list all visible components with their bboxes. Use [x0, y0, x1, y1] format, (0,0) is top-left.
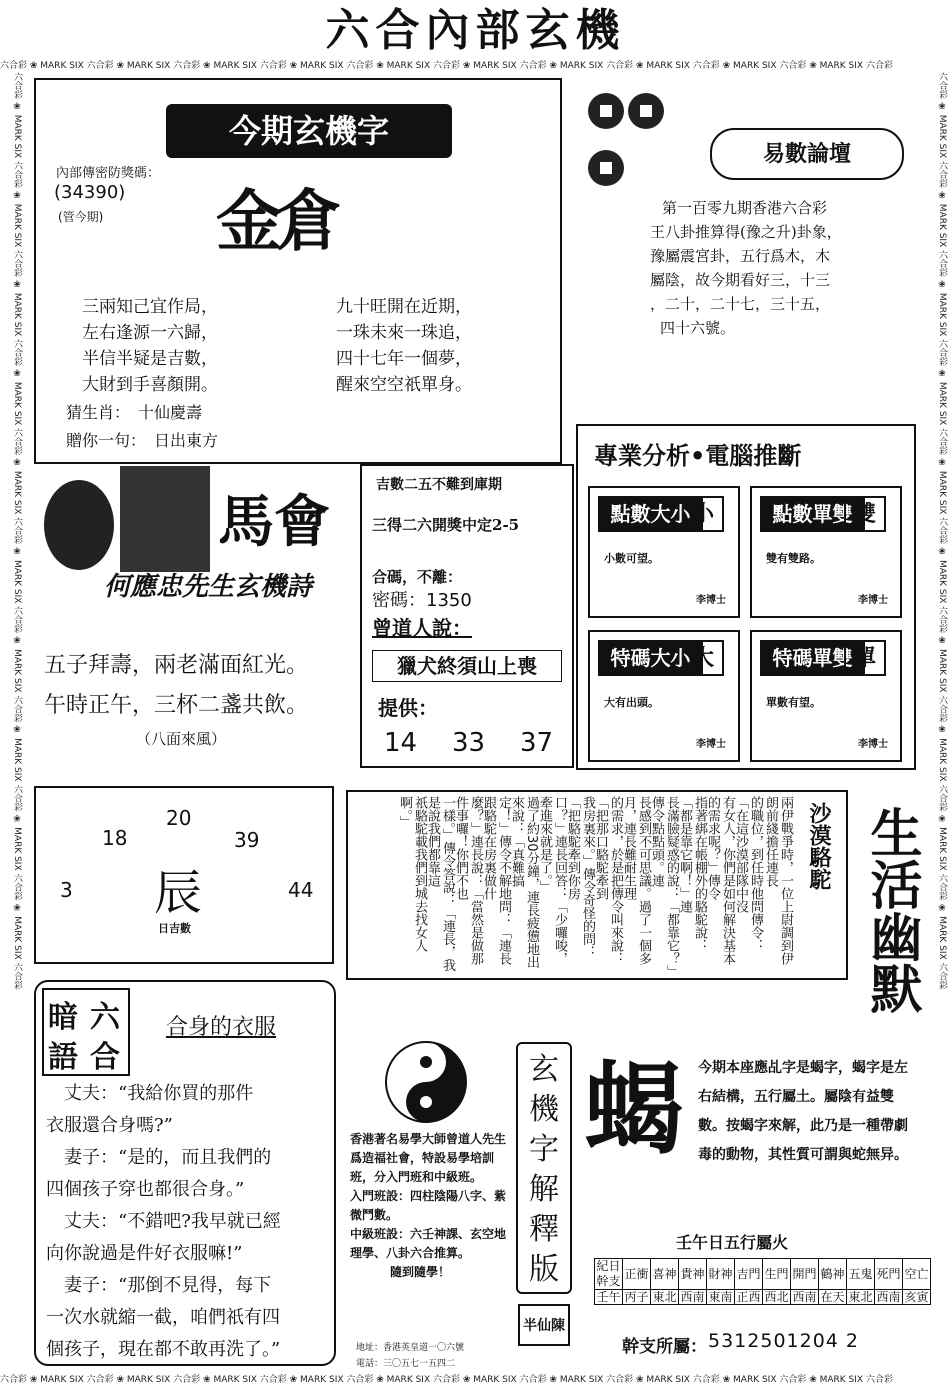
table-cell: 亥寅 — [904, 1290, 929, 1304]
middle-line1: 吉數二五不難到庫期 — [376, 477, 502, 493]
xuanji-code-value: (34390) — [54, 182, 126, 203]
vtitle-char: 版 — [529, 1252, 559, 1287]
dark-line: 衣服還合身嗎?” — [46, 1115, 173, 1136]
lucky-number: 39 — [234, 828, 260, 852]
gift-phrase: 贈你一句： 日出東方 — [66, 431, 219, 450]
poem-left-4: 大財到手喜顏開。 — [82, 375, 218, 395]
badge-char: 六 — [90, 1000, 120, 1035]
vtitle-char: 解 — [529, 1172, 559, 1207]
story-column: 的需求，於是把傳令叫來說：「把那口駱駝牽到 — [593, 796, 623, 965]
poem-left-3: 半信半疑是吉數， — [82, 349, 218, 369]
analysis-box — [576, 424, 916, 770]
dark-line: 一次水就縮一截，咱們祇有四 — [46, 1307, 280, 1328]
yishu-line: 豫屬震宮卦，五行爲木，木 — [650, 247, 831, 265]
table-cell: 西南 — [792, 1290, 817, 1304]
card-label: 特碼大小 — [598, 640, 703, 676]
table-cell: 正西 — [736, 1290, 761, 1304]
vtitle-char: 釋 — [529, 1212, 559, 1247]
lucky-number: 18 — [102, 826, 128, 850]
poem-right-1: 九十旺開在近期， — [336, 297, 472, 317]
poem-left-1: 三兩知己宜作局， — [82, 297, 218, 317]
explain-text: 今期本座應乩字是蝎字，蝎字是左右結構，五行屬土。屬陰有益雙數。按蝎字來解，此乃是一種帶劇毒的動物，其性質可謂與蛇無异。 — [698, 1060, 908, 1163]
story-column: 定！」傳令不解地問：「連長跟駱駝在房裏做什 — [481, 796, 511, 965]
horse-emblem — [44, 480, 114, 570]
vtitle-char: 機 — [529, 1092, 559, 1127]
middle-number: 37 — [520, 728, 554, 758]
lucky-box — [34, 786, 334, 964]
table-cell: 丙子 — [624, 1290, 649, 1304]
dark-line: 向你說過是件好衣服嘛!” — [46, 1243, 243, 1264]
card-note: 單數有望。 — [766, 696, 821, 709]
explain-vertical-box — [516, 1042, 572, 1294]
dark-dialogue — [46, 1078, 332, 1366]
yishu-line: 王八卦推算得(豫之升)卦象， — [650, 223, 842, 241]
middle-provide-label: 提供： — [378, 696, 438, 720]
horse-title: 馬會 — [218, 489, 330, 555]
master-entry: 入門班設：四柱陰陽八字、紫微鬥數。 — [350, 1189, 507, 1222]
master-mid: 中級班設：六壬神課、玄空地理學、八卦六合推算。 — [350, 1227, 507, 1260]
table-cell: 壬午 — [596, 1290, 621, 1304]
story-column: 有女人，你們是如何解決基本的需求呢？」傳令 — [705, 796, 735, 965]
card-signature: 李博士 — [858, 739, 888, 750]
explain-vertical-title — [518, 1044, 570, 1290]
table-cell: 西北 — [764, 1290, 789, 1304]
master-text — [350, 1130, 510, 1282]
story-column: 麼？」連長說：「當然是做那件事囉！你們不也 — [453, 796, 483, 965]
story-column: 口？」連長回答：「少囉唆，牽進來就是了。」 — [537, 796, 567, 965]
analysis-title: 專業分析•電腦推斷 — [594, 442, 802, 470]
table-cell: 鶴神 — [819, 1259, 847, 1290]
dark-box — [34, 980, 336, 1366]
card-label: 特碼單雙 — [760, 640, 865, 676]
border-strip-right: 六合彩 ❀ MARK SIX 六合彩 ❀ MARK SIX 六合彩 ❀ MARK SIX 六合彩 ❀ MARK SIX 六合彩 ❀ MARK SIX 六合彩 ❀ MARK SIX 六合彩 ❀ MARK SIX 六合彩 ❀ MARK SIX 六合彩 ❀ MARK SIX 六合彩 ❀ MARK SIX 六合彩 — [937, 72, 947, 990]
ganzhi-label: 幹支所屬： — [622, 1337, 707, 1357]
yishu-line: 屬陰，故今期看好三，十三 — [650, 271, 831, 289]
card-label: 點數單雙 — [760, 496, 865, 532]
table-cell: 東北 — [652, 1290, 677, 1304]
table-cell: 開門 — [791, 1259, 819, 1290]
vtitle-char: 字 — [529, 1132, 559, 1167]
dark-line: 丈夫：“我給你買的那件 — [64, 1083, 254, 1104]
xuanji-code-label: 內部傳密防獎碼： — [56, 166, 161, 181]
analysis-card — [750, 630, 902, 762]
table-row — [595, 1290, 931, 1305]
middle-saying: 獵犬終須山上喪 — [372, 650, 562, 682]
horse-subtitle: 何應忠先生玄機詩 — [104, 572, 313, 602]
border-strip-bottom: 六合彩 ❀ MARK SIX 六合彩 ❀ MARK SIX 六合彩 ❀ MARK SIX 六合彩 ❀ MARK SIX 六合彩 ❀ MARK SIX 六合彩 ❀ MARK SIX 六合彩 ❀ MARK SIX 六合彩 ❀ MARK SIX 六合彩 ❀ MARK SIX 六合彩 ❀ MARK SIX 六合彩 — [0, 1375, 893, 1385]
poem-right-3: 四十七年一個夢， — [336, 349, 472, 369]
lucky-label: 日吉數 — [158, 922, 191, 935]
story-box — [346, 790, 848, 980]
dark-line: 妻子：“那倒不見得，每下 — [64, 1275, 272, 1296]
lucky-number: 3 — [60, 878, 73, 902]
table-cell: 空亡 — [903, 1259, 931, 1290]
table-cell: 貴神 — [679, 1259, 707, 1290]
middle-code-label: 合碼，不離： — [372, 568, 463, 586]
card-answer: 雙 — [844, 496, 886, 532]
dark-title: 合身的衣服 — [166, 1015, 277, 1040]
lucky-number: 20 — [166, 806, 192, 830]
story-column: 過了約30分鐘，連長疲憊地出來說：「真難搞 — [509, 796, 539, 969]
yishu-text — [650, 196, 842, 340]
lucky-number: 44 — [288, 878, 314, 902]
dark-line: 丈夫：“不錯吧?我早就已經 — [64, 1211, 281, 1232]
border-strip-left: 六合彩 ❀ MARK SIX 六合彩 ❀ MARK SIX 六合彩 ❀ MARK SIX 六合彩 ❀ MARK SIX 六合彩 ❀ MARK SIX 六合彩 ❀ MARK SIX 六合彩 ❀ MARK SIX 六合彩 ❀ MARK SIX 六合彩 ❀ MARK SIX 六合彩 ❀ MARK SIX 六合彩 — [12, 72, 22, 990]
explain-stamp: 半仙陳 — [518, 1304, 570, 1346]
ganzhi-value: 5312501204 2 — [708, 1330, 860, 1352]
card-signature: 李博士 — [858, 595, 888, 606]
table-cell: 吉門 — [735, 1259, 763, 1290]
middle-daoren: 曾道人說： — [372, 616, 472, 640]
master-phone: 電話：三〇五七一五四二 — [356, 1359, 456, 1369]
xuanji-big-char: 金倉 — [216, 182, 336, 260]
story-column: 一樣。」傳令答說：「連長，我是說我們都靠這 — [425, 796, 455, 972]
master-intro: 香港著名易學大師曾道人先生爲造福社會，特設易學培訓班，分入門班和中級班。 — [350, 1132, 507, 1184]
zodiac-guess: 猜生肖： 十仙慶壽 — [66, 403, 203, 422]
badge-char: 合 — [90, 1040, 120, 1075]
table-cell: 紀日 幹支 — [596, 1259, 621, 1288]
middle-line2: 三得二六開獎中定2-5 — [372, 516, 520, 534]
table-cell: 在天 — [820, 1290, 845, 1304]
card-answer: 大 — [682, 640, 724, 676]
table-cell: 生門 — [763, 1259, 791, 1290]
story-column: 的職位，到任時他問傳令：「在這沙漠部隊中沒 — [733, 796, 763, 952]
story-column: 長感到不可思議。過了一個多月，連長難耐生理 — [621, 796, 651, 965]
card-note: 大有出頭。 — [604, 696, 659, 709]
table-cell: 西南 — [876, 1290, 901, 1304]
analysis-card — [588, 486, 740, 618]
analysis-card — [588, 630, 740, 762]
dark-badge — [42, 988, 130, 1076]
page-title: 六合內部玄機 — [325, 5, 626, 56]
dark-line: 妻子：“是的，而且我們的 — [64, 1147, 272, 1168]
coins-icon — [584, 86, 674, 196]
table-cell: 東南 — [708, 1290, 733, 1304]
horse-note: （八面來風） — [136, 730, 227, 748]
table-cell: 財神 — [707, 1259, 735, 1290]
story-column: 兩伊戰爭時，一位上尉調到伊朗前綫擔任連長 — [763, 796, 793, 965]
poem-left-2: 左右逢源一六歸， — [82, 323, 218, 343]
master-welcome: 隨到隨學！ — [390, 1265, 451, 1279]
story-column: 我房裏來。」傳令奇怪的問：「把駱駝牽到你房 — [565, 796, 595, 959]
explain-big-char: 蝎 — [584, 1050, 684, 1168]
horse-poem-2: 午時正午，三杯二盞共飲。 — [44, 693, 309, 718]
badge-char: 語 — [48, 1040, 78, 1075]
middle-number: 33 — [452, 728, 486, 758]
yin-yang-icon — [384, 1040, 468, 1124]
middle-box — [360, 464, 574, 768]
story-column: 長滿臉疑惑的說：「都靠它？」傳令點點頭。連 — [649, 796, 679, 972]
table-cell: 喜神 — [651, 1259, 679, 1290]
table-cell: 死門 — [875, 1259, 903, 1290]
yishu-line: ，二十，二十七，三十五， — [650, 295, 831, 313]
vtitle-char: 玄 — [529, 1052, 559, 1087]
middle-code: 密碼：1350 — [372, 590, 472, 611]
poem-right-4: 醒來空空祇單身。 — [336, 375, 472, 395]
card-signature: 李博士 — [696, 739, 726, 750]
poem-right-2: 一珠未來一珠追， — [336, 323, 472, 343]
lucky-char: 辰 — [154, 865, 203, 921]
day-title: 壬午日五行屬火 — [676, 1233, 789, 1252]
yishu-line: 第一百零九期香港六合彩 — [662, 199, 828, 217]
card-answer: 小 — [682, 496, 724, 532]
master-address: 地址：香港英皇道一〇六號 — [356, 1343, 465, 1353]
card-signature: 李博士 — [696, 595, 726, 606]
table-cell: 正衝 — [623, 1259, 651, 1290]
story-title: 沙漠駱駝 — [806, 802, 831, 890]
yishu-title: 易數論壇 — [710, 128, 904, 180]
analysis-card — [750, 486, 902, 618]
xuanji-banner: 今期玄機字 — [166, 104, 452, 158]
card-note: 小數可望。 — [604, 552, 659, 565]
card-note: 雙有雙路。 — [766, 552, 821, 565]
dark-line: 個孩子，現在都不敢再洗了。” — [46, 1339, 281, 1360]
border-strip-top: 六合彩 ❀ MARK SIX 六合彩 ❀ MARK SIX 六合彩 ❀ MARK SIX 六合彩 ❀ MARK SIX 六合彩 ❀ MARK SIX 六合彩 ❀ MARK SIX 六合彩 ❀ MARK SIX 六合彩 ❀ MARK SIX 六合彩 ❀ MARK SIX 六合彩 ❀ MARK SIX 六合彩 — [0, 61, 893, 71]
story-column: 祇駱駝載我們到城去找女人啊。」 — [397, 796, 427, 952]
yishu-line: 四十六號。 — [660, 319, 736, 337]
story-side-title: 生活幽默 — [861, 806, 922, 1014]
portrait-image — [120, 466, 210, 572]
table-cell: 五鬼 — [847, 1259, 875, 1290]
horse-poem-1: 五子拜壽，兩老滿面紅光。 — [44, 653, 309, 678]
xuanji-code-note: (管今期) — [58, 210, 104, 224]
almanac-table — [594, 1258, 931, 1305]
xuanji-box — [34, 78, 562, 464]
card-answer: 單 — [844, 640, 886, 676]
card-label: 點數大小 — [598, 496, 703, 532]
story-column: 指著綁在帳棚外的駱駝說：「都是靠它啊！」連 — [677, 796, 707, 952]
table-cell: 西南 — [680, 1290, 705, 1304]
badge-char: 暗 — [48, 1000, 78, 1035]
table-cell: 東北 — [848, 1290, 873, 1304]
middle-number: 14 — [384, 728, 418, 758]
dark-line: 四個孩子穿也都很合身。” — [46, 1179, 245, 1200]
